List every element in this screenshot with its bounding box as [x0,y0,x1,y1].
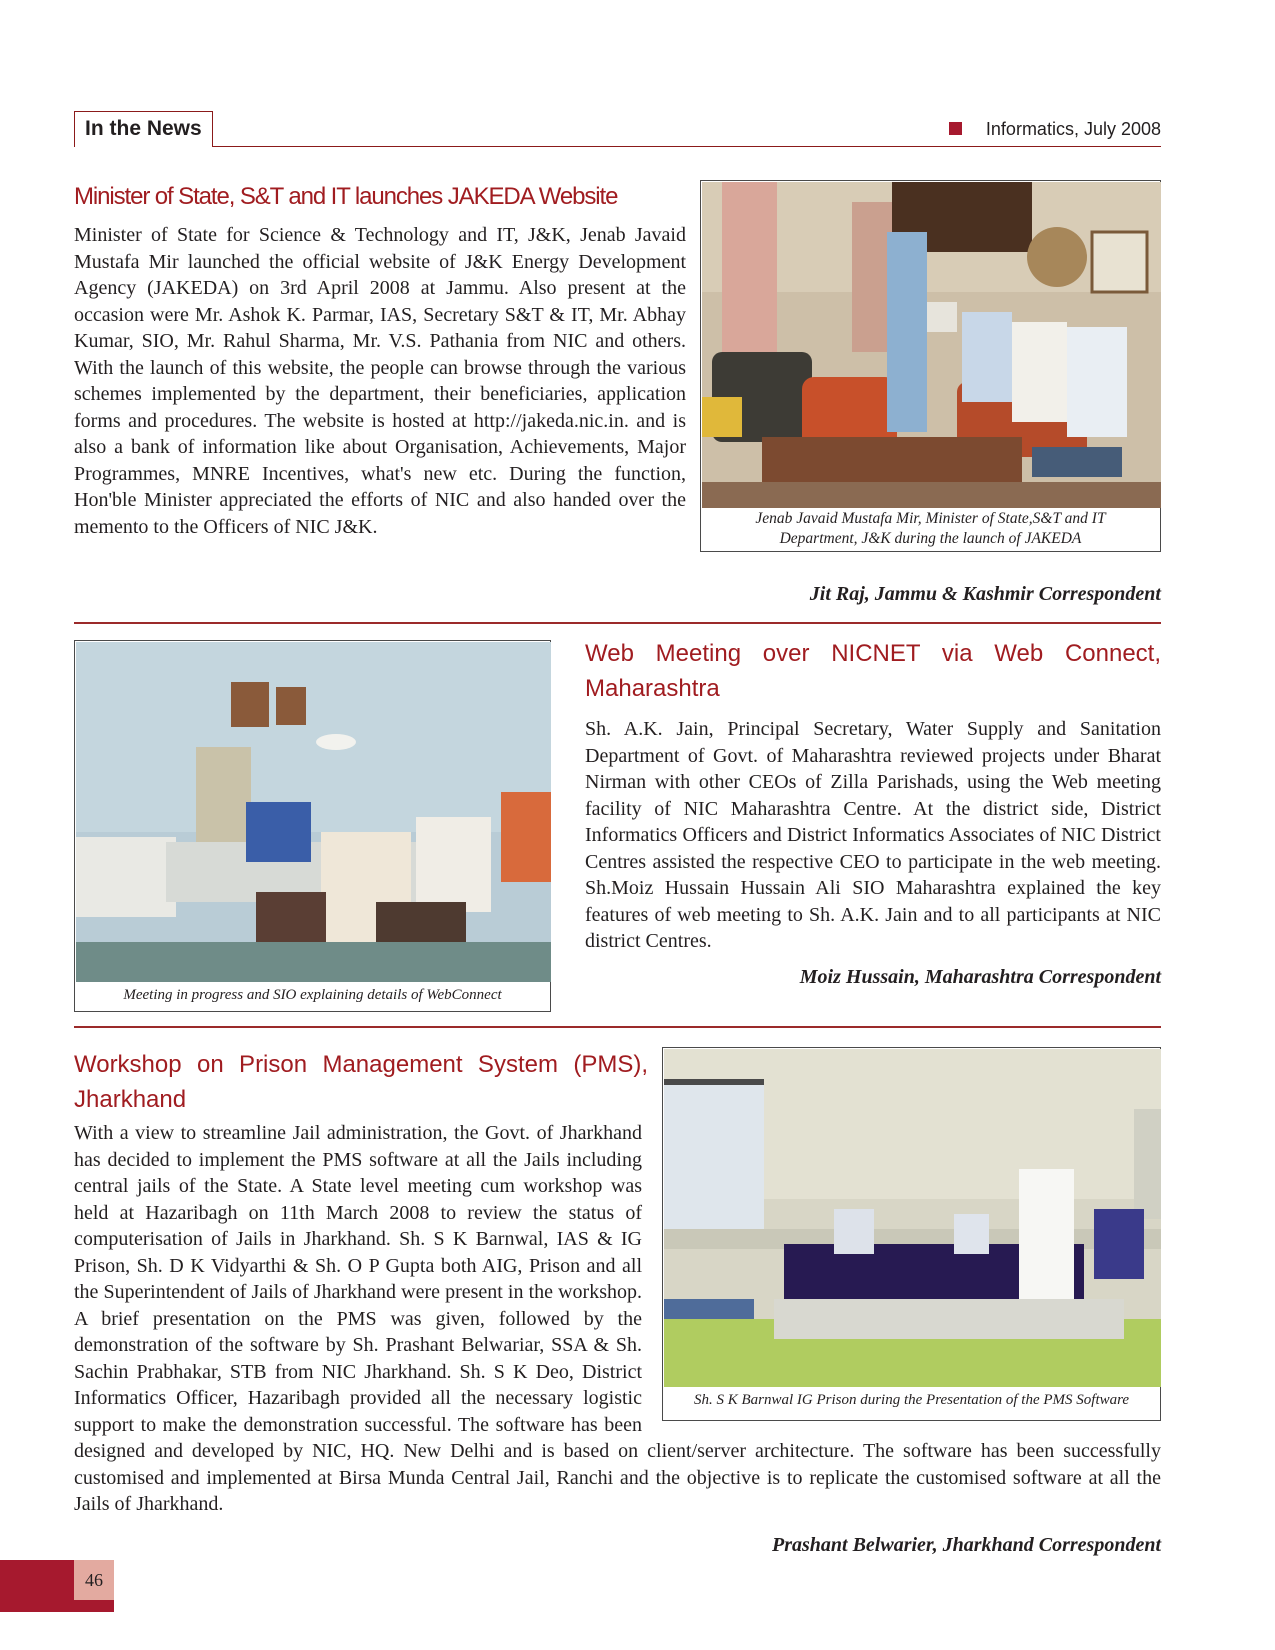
article-2-headline: Web Meeting over NICNET via Web Connect, Maharashtra [585,640,1161,702]
issue-label [949,119,1161,140]
footer-strip [74,1600,114,1612]
article-1-body: Minister of State for Science & Technology and IT, J&K, Jenab Javaid Mustafa Mir launched the official website of J&K Energy Development Agency (JAKEDA) on 3rd April 2008 at Jammu. Also present at the occasion were Mr. Ashok K. Parmar, IAS, Secretary S&T & IT, Mr. Abhay Kumar, SIO, Mr. Rahul Sharma, Mr. V.S. Pathania from NIC and others. With the launch of this website, the people can browse through the various schemes implemented by the department, their beneficiaries, application forms and procedures. The website is hosted at http://jakeda.nic.in. and is also a bank of information like about Organisation, Achievements, Major Programmes, MNRE Incentives, what's new etc. During the function, Hon'ble Minister appreciated the efforts of NIC and also handed over the memento to the Officers of NIC J&K. [74,224,686,538]
article-divider [74,622,1161,624]
page-header [74,111,1161,147]
article-3-body-wrap [74,1120,1161,1518]
article-2-body: Sh. A.K. Jain, Principal Secretary, Water Supply and Sanitation Department of Govt. of Maharashtra reviewed projects under Bharat Nirman with other CEOs of Zilla Parishads, using the Web meeting facility of NIC Maharashtra Centre. At the district side, District Informatics Officers and District Informatics Associates of NIC District Centres assisted the respective CEO to participate in the web meeting. Sh.Moiz Hussain Hussain Ali SIO Maharashtra explained the key features of web meeting to Sh. A.K. Jain and to all participants at NIC district Centres. [585,718,1161,952]
article-2-byline: Moiz Hussain, Maharashtra Correspondent [799,966,1161,988]
article-1-byline: Jit Raj, Jammu & Kashmir Correspondent [809,583,1161,605]
article-2-photo [76,642,551,982]
article-1-caption: Jenab Javaid Mustafa Mir, Minister of State,S&T and IT Department, J&K during the launch of JAKEDA [755,510,1106,547]
section-tag: In the News [74,111,213,147]
article-1-photo-frame [700,180,1161,552]
footer-band [0,1560,74,1612]
photo-spacer [656,1120,1161,1424]
issue-text: Informatics, July 2008 [985,119,1161,139]
article-3-body: With a view to streamline Jail administration, the Govt. of Jharkhand has decided to implement the PMS software at all the Jails including central jails of the State. A State level meeting cum workshop was held at Hazaribagh on 11th March 2008 to review the status of computerisation of Jails in Jharkhand. Sh. S K Barnwal, IAS & IG Prison, Sh. D K Vidyarthi & Sh. O P Gupta both AIG, Prison and all the Superintendent of Jails of Jharkhand were present in the workshop. A brief presentation on the PMS was given, followed by the demonstration of the software by Sh. Prashant Belwariar, SSA & Sh. Sachin Prabhakar, STB from NIC Jharkhand. Sh. S K Deo, District Informatics Officer, Hazaribagh provided all the necessary logistic support to make the demonstration successful. The software has been designed and developed by NIC, HQ. New Delhi and is based on client/server architecture. The software has been successfully customised and implemented at Birsa Munda Central Jail, Ranchi and the objective is to replicate the customised software at all the Jails of Jharkhand. [74,1122,1161,1515]
article-3-headline: Workshop on Prison Management System (PMS), Jharkhand [74,1051,648,1113]
article-2-caption: Meeting in progress and SIO explaining details of WebConnect [123,987,502,1003]
page-number: 46 [74,1560,114,1600]
square-marker-icon [949,122,962,135]
article-2-photo-frame [74,640,551,1012]
article-1-headline: Minister of State, S&T and IT launches JAKEDA Website [74,183,618,210]
article-3-caption: Sh. S K Barnwal IG Prison during the Presentation of the PMS Software [693,1392,1130,1408]
article-3-byline: Prashant Belwarier, Jharkhand Correspondent [772,1534,1161,1556]
article-divider [74,1026,1161,1028]
article-1-photo [702,182,1161,508]
